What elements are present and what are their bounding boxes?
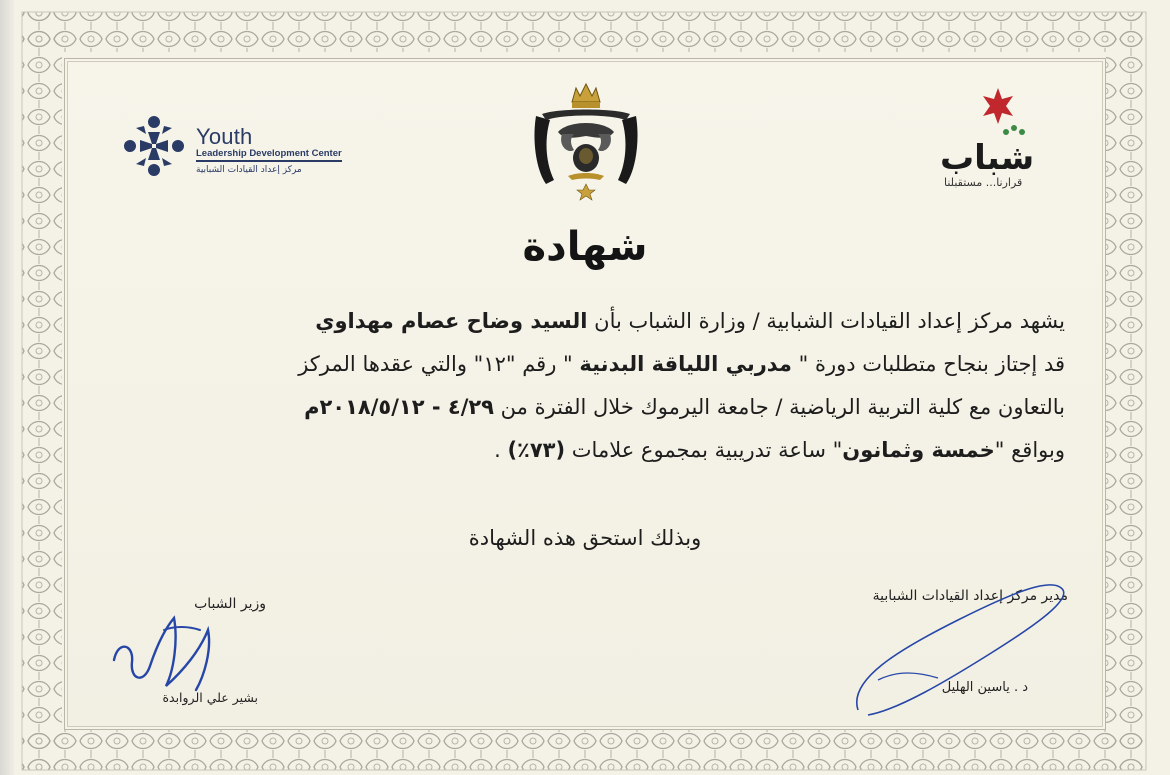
director-title: مدير مركز إعداد القيادات الشبابية [872, 588, 1068, 604]
certificate-body [110, 300, 1065, 472]
youth-center-mark-icon [118, 110, 190, 182]
recipient-name: السيد وضاح عصام مهداوي [315, 309, 588, 333]
body-line-2 [110, 343, 1065, 386]
youth-logo-subtitle: Leadership Development Center [196, 148, 342, 162]
body-text: بالتعاون مع كلية التربية الرياضية / جامعة اليرموك خلال الفترة من [494, 395, 1065, 419]
body-text: يشهد مركز إعداد القيادات الشبابية / وزارة الشباب بأن [587, 309, 1065, 333]
body-line-3 [110, 386, 1065, 429]
body-text: . [494, 438, 508, 462]
shabab-wordmark: شباب [940, 138, 1035, 178]
shabab-ministry-logo [930, 86, 1050, 196]
coat-of-arms-icon [528, 80, 644, 202]
shabab-tagline: قرارنا... مستقبلنا [944, 176, 1023, 189]
youth-leadership-logo [118, 108, 368, 188]
body-text: " ساعة تدريبية بمجموع علامات [565, 438, 843, 462]
director-name: د . ياسين الهليل [941, 680, 1028, 695]
body-line-1 [110, 300, 1065, 343]
body-line-4 [110, 429, 1065, 472]
course-name: مدربي اللياقة البدنية [579, 352, 792, 376]
seven-point-star-icon [978, 86, 1018, 126]
youth-logo-arabic-name: مركز إعداد القيادات الشبابية [196, 165, 302, 175]
total-grade: (٧٣٪) [507, 438, 566, 462]
body-text: وبواقع " [994, 438, 1065, 462]
minister-name: بشير علي الروابدة [162, 690, 258, 705]
minister-signature-icon [104, 600, 244, 700]
minister-title: وزير الشباب [194, 596, 266, 612]
director-signature-icon [838, 560, 1078, 720]
youth-logo-title: Youth [196, 124, 253, 149]
certificate-title: شهادة [522, 224, 648, 270]
closing-statement: وبذلك استحق هذه الشهادة [468, 526, 702, 550]
training-hours: خمسة وثمانون [842, 438, 995, 462]
body-text: " رقم "١٢" والتي عقدها المركز [298, 352, 580, 376]
course-dates: ٤/٢٩ - ٢٠١٨/٥/١٢م [304, 395, 494, 419]
body-text: قد إجتاز بنجاح متطلبات دورة " [791, 352, 1065, 376]
